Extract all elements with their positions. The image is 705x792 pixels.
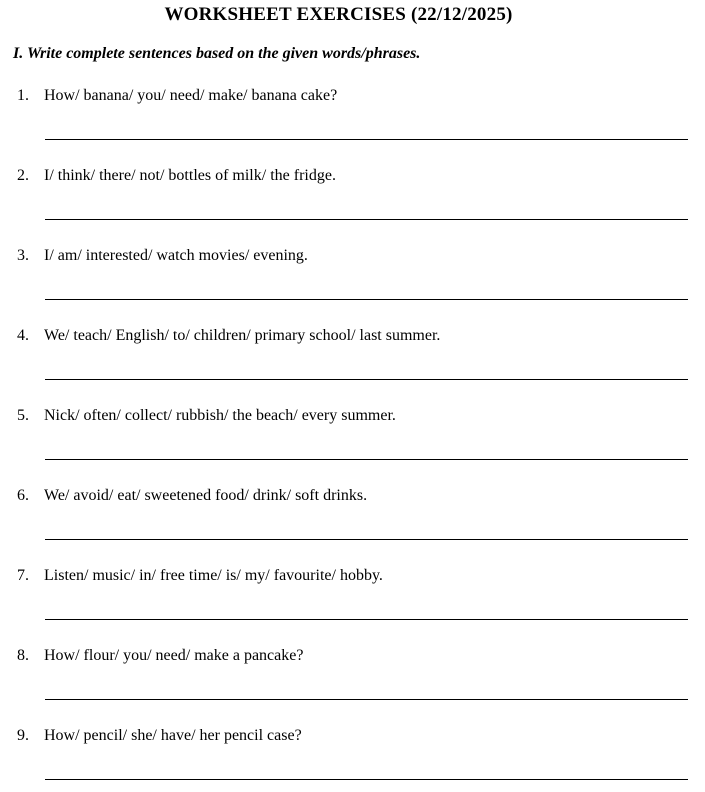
answer-line-3[interactable] <box>45 299 688 300</box>
exercise-number: 3. <box>17 247 29 264</box>
exercise-prompt-row <box>17 326 705 346</box>
exercise-item-7 <box>17 566 705 620</box>
exercise-item-5 <box>17 406 705 460</box>
exercise-number: 1. <box>17 87 29 104</box>
exercise-prompt-row <box>17 646 705 666</box>
exercise-prompt-row <box>17 486 705 506</box>
exercise-prompt: Nick/ often/ collect/ rubbish/ the beach/ every summer. <box>44 407 396 424</box>
exercise-prompt-row <box>17 166 705 186</box>
exercise-prompt-row <box>17 86 705 106</box>
exercise-item-8 <box>17 646 705 700</box>
exercise-prompt: I/ am/ interested/ watch movies/ evening. <box>44 247 308 264</box>
exercise-item-6 <box>17 486 705 540</box>
exercise-number: 6. <box>17 487 29 504</box>
answer-line-7[interactable] <box>45 619 688 620</box>
exercise-number: 8. <box>17 647 29 664</box>
exercise-number: 2. <box>17 167 29 184</box>
answer-line-6[interactable] <box>45 539 688 540</box>
exercise-prompt: How/ banana/ you/ need/ make/ banana cake? <box>44 87 338 104</box>
exercise-item-1 <box>17 86 705 140</box>
exercise-item-2 <box>17 166 705 220</box>
page-title: WORKSHEET EXERCISES (22/12/2025) <box>164 4 513 25</box>
answer-line-9[interactable] <box>45 779 688 780</box>
exercise-item-3 <box>17 246 705 300</box>
exercise-number: 5. <box>17 407 29 424</box>
exercise-number: 4. <box>17 327 29 344</box>
exercise-prompt: I/ think/ there/ not/ bottles of milk/ the fridge. <box>44 167 336 184</box>
exercise-prompt: We/ avoid/ eat/ sweetened food/ drink/ soft drinks. <box>44 487 368 504</box>
exercise-prompt-row <box>17 726 705 746</box>
answer-line-5[interactable] <box>45 459 688 460</box>
exercise-number: 7. <box>17 567 29 584</box>
exercise-list <box>17 86 705 780</box>
exercise-prompt-row <box>17 406 705 426</box>
answer-line-1[interactable] <box>45 139 688 140</box>
answer-line-2[interactable] <box>45 219 688 220</box>
exercise-item-4 <box>17 326 705 380</box>
exercise-prompt-row <box>17 566 705 586</box>
exercise-number: 9. <box>17 727 29 744</box>
exercise-prompt: Listen/ music/ in/ free time/ is/ my/ favourite/ hobby. <box>44 567 383 584</box>
exercise-prompt: We/ teach/ English/ to/ children/ primary school/ last summer. <box>44 327 441 344</box>
exercise-item-9 <box>17 726 705 780</box>
answer-line-4[interactable] <box>45 379 688 380</box>
exercise-prompt: How/ flour/ you/ need/ make a pancake? <box>44 647 304 664</box>
exercise-prompt: How/ pencil/ she/ have/ her pencil case? <box>44 727 302 744</box>
answer-line-8[interactable] <box>45 699 688 700</box>
section-heading: I. Write complete sentences based on the given words/phrases. <box>13 45 421 62</box>
exercise-prompt-row <box>17 246 705 266</box>
